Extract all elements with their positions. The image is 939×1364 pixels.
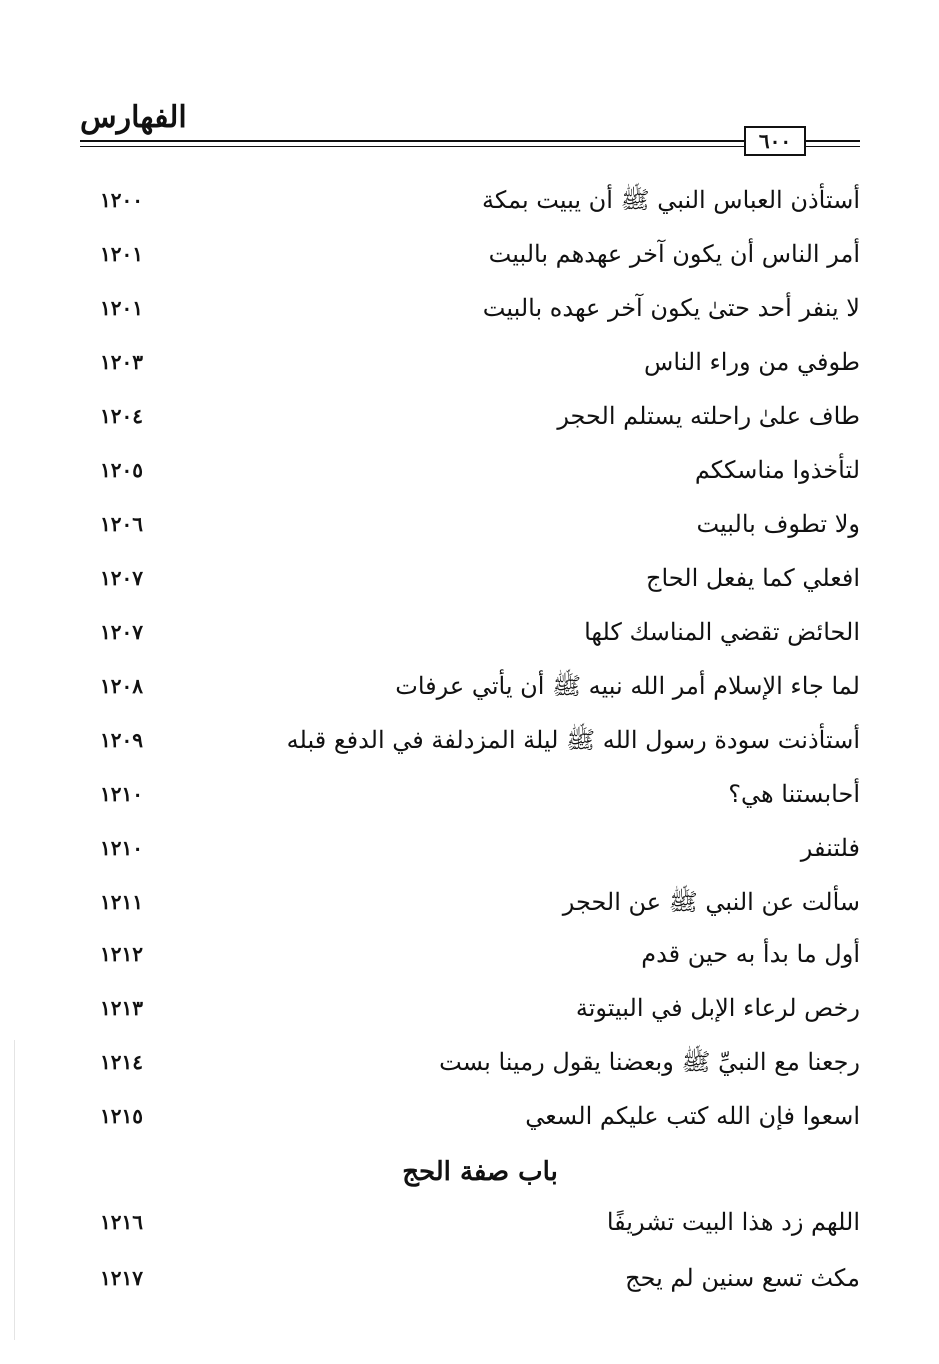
list-item	[100, 1040, 860, 1084]
entry-page-number: ١٢٠٨	[100, 674, 143, 698]
list-item	[100, 286, 860, 330]
list-item	[100, 880, 860, 924]
list-item	[100, 394, 860, 438]
page-header	[0, 0, 939, 170]
list-item	[100, 1094, 860, 1138]
entry-page-number: ١٢١٦	[100, 1210, 143, 1234]
entry-page-number: ١٢١٧	[100, 1266, 143, 1290]
scan-edge-line	[14, 1040, 15, 1340]
entry-page-number: ١٢٠٩	[100, 728, 143, 752]
list-item	[100, 448, 860, 492]
entry-text: أستأذن العباس النبي ﷺ أن يبيت بمكة	[482, 186, 860, 214]
entry-text: الحائض تقضي المناسك كلها	[584, 618, 860, 646]
entry-page-number: ١٢٠٥	[100, 458, 143, 482]
chapter-heading: باب صفة الحج	[402, 1157, 558, 1187]
entry-page-number: ١٢٠١	[100, 296, 143, 320]
entry-text: لتأخذوا مناسككم	[694, 456, 860, 484]
entry-page-number: ١٢١٥	[100, 1104, 143, 1128]
list-item	[100, 178, 860, 222]
list-item	[100, 610, 860, 654]
entry-page-number: ١٢١٠	[100, 782, 143, 806]
list-item	[100, 718, 860, 762]
list-item	[100, 556, 860, 600]
header-rule-top	[80, 140, 860, 142]
entry-page-number: ١٢٠٣	[100, 350, 143, 374]
entry-text: رجعنا مع النبيِّ ﷺ وبعضنا يقول رمينا بست	[439, 1048, 860, 1076]
entry-page-number: ١٢٠٠	[100, 188, 143, 212]
entry-page-number: ١٢٠٦	[100, 512, 143, 536]
entry-text: أحابستنا هي؟	[728, 780, 860, 808]
header-rule-bottom	[80, 146, 860, 147]
entry-text: اللهم زد هذا البيت تشريفًا	[606, 1208, 860, 1236]
entry-text: رخص لرعاء الإبل في البيتوتة	[575, 994, 860, 1022]
entry-page-number: ١٢١٣	[100, 996, 143, 1020]
entry-text: سألت عن النبي ﷺ عن الحجر	[562, 888, 860, 916]
list-item	[100, 1256, 860, 1300]
list-item	[100, 1200, 860, 1244]
entry-text: لما جاء الإسلام أمر الله نبيه ﷺ أن يأتي عرفات	[395, 672, 860, 700]
entry-page-number: ١٢٠٧	[100, 566, 143, 590]
list-item	[100, 932, 860, 976]
entry-text: طوفي من وراء الناس	[644, 348, 860, 376]
entry-text: أول ما بدأ به حين قدم	[641, 940, 860, 968]
page-number: ٦٠٠	[744, 126, 806, 156]
list-item	[100, 340, 860, 384]
entry-text: أستأذنت سودة رسول الله ﷺ ليلة المزدلفة في الدفع قبله	[286, 726, 860, 754]
entry-page-number: ١٢٠١	[100, 242, 143, 266]
entry-text: لا ينفر أحد حتىٰ يكون آخر عهده بالبيت	[482, 294, 860, 322]
list-item	[100, 826, 860, 870]
entry-page-number: ١٢١٢	[100, 942, 143, 966]
entry-text: ولا تطوف بالبيت	[696, 510, 860, 538]
entry-page-number: ١٢٠٤	[100, 404, 143, 428]
entry-text: فلتنفر	[800, 834, 860, 862]
entry-page-number: ١٢١٠	[100, 836, 143, 860]
list-item	[100, 232, 860, 276]
entry-text: طاف علىٰ راحلته يستلم الحجر	[557, 402, 860, 430]
entry-text: أمر الناس أن يكون آخر عهدهم بالبيت	[488, 240, 860, 268]
entry-page-number: ١٢١٤	[100, 1050, 143, 1074]
list-item	[100, 502, 860, 546]
list-item	[100, 772, 860, 816]
entry-page-number: ١٢٠٧	[100, 620, 143, 644]
entry-text: مكث تسع سنين لم يحج	[625, 1264, 860, 1292]
entry-text: افعلي كما يفعل الحاج	[645, 564, 860, 592]
entry-page-number: ١٢١١	[100, 890, 143, 914]
list-item	[100, 986, 860, 1030]
entry-text: اسعوا فإن الله كتب عليكم السعي	[525, 1102, 860, 1130]
section-title: الفهارس	[80, 100, 187, 135]
list-item	[100, 664, 860, 708]
